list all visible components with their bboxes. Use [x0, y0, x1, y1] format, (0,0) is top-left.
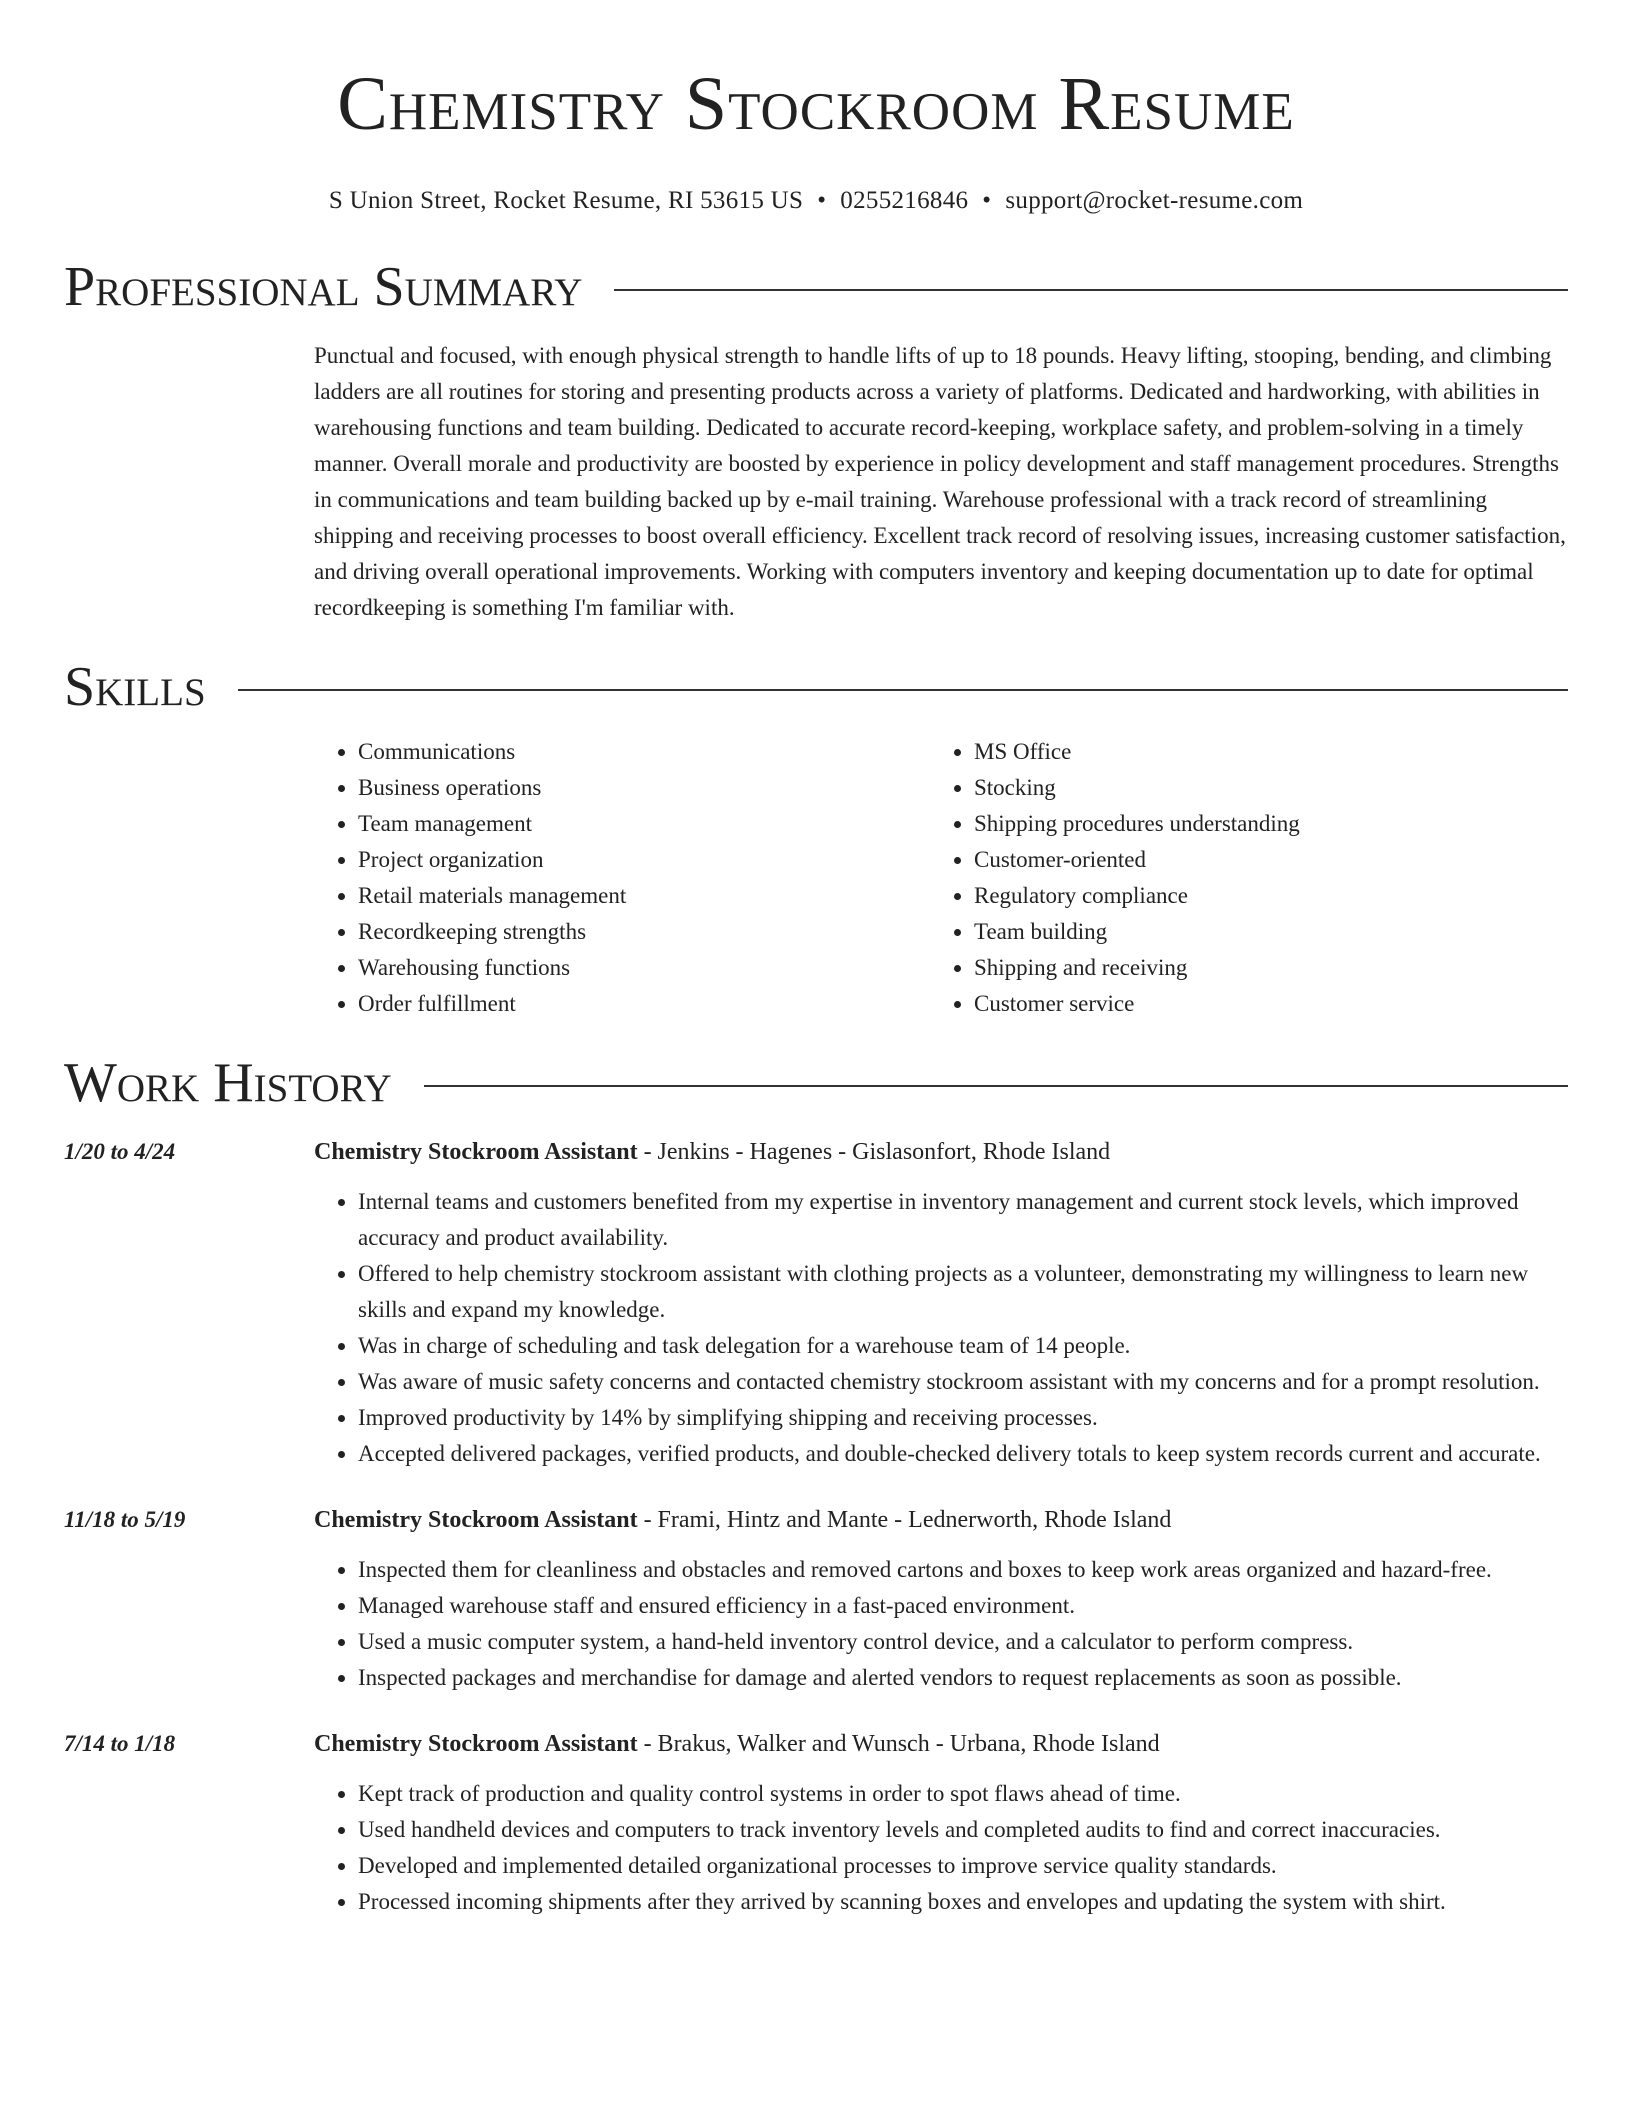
skill-item: • Regulatory compliance: [974, 878, 1546, 914]
skill-item: • Stocking: [974, 770, 1546, 806]
job-bullet: • Offered to help chemistry stockroom assistant with clothing projects as a volunteer, demonstrating my willingness to learn new skills and expand my knowledge.: [358, 1256, 1568, 1328]
job-bullet: • Inspected them for cleanliness and obstacles and removed cartons and boxes to keep work areas organized and hazard-free.: [358, 1552, 1568, 1588]
job-bullet: • Used handheld devices and computers to track inventory levels and completed audits to find and correct inaccuracies.: [358, 1812, 1568, 1848]
contact-email: support@rocket-resume.com: [1005, 187, 1304, 214]
job-employer: - Brakus, Walker and Wunsch - Urbana, Rhode Island: [637, 1731, 1160, 1757]
summary-heading: Professional Summary: [64, 256, 583, 318]
skill-item: • Order fulfillment: [358, 986, 930, 1022]
contact-separator: •: [817, 187, 827, 214]
skill-item: • Project organization: [358, 842, 930, 878]
work-heading: Work History: [64, 1052, 392, 1114]
job-entry: [64, 1502, 1568, 1696]
section-divider: [238, 689, 1568, 691]
job-headline: [314, 1134, 1568, 1170]
job-headline: [314, 1502, 1568, 1538]
skill-item: • Communications: [358, 734, 930, 770]
skills-column-left: [314, 734, 930, 1022]
job-bullet: • Improved productivity by 14% by simplifying shipping and receiving processes.: [358, 1400, 1568, 1436]
job-bullets: [314, 1552, 1568, 1696]
job-bullet: • Processed incoming shipments after they arrived by scanning boxes and envelopes and updating the system with shirt.: [358, 1884, 1568, 1920]
job-bullet: • Internal teams and customers benefited from my expertise in inventory management and current stock levels, which improved accuracy and product availability.: [358, 1184, 1568, 1256]
job-bullet: • Inspected packages and merchandise for damage and alerted vendors to request replacements as soon as possible.: [358, 1660, 1568, 1696]
skill-item: • Team management: [358, 806, 930, 842]
job-headline: [314, 1726, 1568, 1762]
skill-item: • Business operations: [358, 770, 930, 806]
job-bullet: • Developed and implemented detailed organizational processes to improve service quality standards.: [358, 1848, 1568, 1884]
skill-item: • Retail materials management: [358, 878, 930, 914]
job-dates: 11/18 to 5/19: [64, 1507, 186, 1532]
resume-title: Chemistry Stockroom Resume: [337, 62, 1295, 146]
skill-item: • Customer-oriented: [974, 842, 1546, 878]
section-divider: [424, 1085, 1568, 1087]
job-employer: - Frami, Hintz and Mante - Lednerworth, Rhode Island: [637, 1507, 1172, 1533]
skills-heading: Skills: [64, 656, 206, 718]
job-bullet: • Managed warehouse staff and ensured efficiency in a fast-paced environment.: [358, 1588, 1568, 1624]
skills-section-header: [64, 654, 1568, 720]
skills-column-right: [930, 734, 1546, 1022]
job-title: Chemistry Stockroom Assistant: [314, 1507, 638, 1533]
job-entry: [64, 1134, 1568, 1472]
skill-item: • Customer service: [974, 986, 1546, 1022]
contact-phone: 0255216846: [840, 187, 969, 214]
skill-item: • Team building: [974, 914, 1546, 950]
job-body: [314, 1502, 1568, 1696]
skill-item: • MS Office: [974, 734, 1546, 770]
work-section-header: [64, 1050, 1568, 1116]
job-bullet: • Accepted delivered packages, verified products, and double-checked delivery totals to keep system records current and accurate.: [358, 1436, 1568, 1472]
job-bullets: [314, 1776, 1568, 1920]
skill-item: • Warehousing functions: [358, 950, 930, 986]
contact-address: S Union Street, Rocket Resume, RI 53615 US: [328, 187, 804, 214]
job-bullets: [314, 1184, 1568, 1472]
job-employer: - Jenkins - Hagenes - Gislasonfort, Rhode Island: [637, 1139, 1111, 1165]
section-divider: [614, 289, 1568, 291]
contact-separator: •: [982, 187, 992, 214]
job-entry: [64, 1726, 1568, 1920]
contact-line: [64, 186, 1568, 216]
job-body: [314, 1726, 1568, 1920]
skills-list: [314, 734, 1568, 1022]
job-dates: 7/14 to 1/18: [64, 1731, 176, 1756]
skill-item: • Shipping and receiving: [974, 950, 1546, 986]
job-bullet: • Was in charge of scheduling and task delegation for a warehouse team of 14 people.: [358, 1328, 1568, 1364]
skill-item: • Shipping procedures understanding: [974, 806, 1546, 842]
job-dates: 1/20 to 4/24: [64, 1139, 176, 1164]
summary-section-header: [64, 254, 1568, 320]
job-bullet: • Kept track of production and quality control systems in order to spot flaws ahead of time.: [358, 1776, 1568, 1812]
job-title: Chemistry Stockroom Assistant: [314, 1139, 638, 1165]
skill-item: • Recordkeeping strengths: [358, 914, 930, 950]
job-bullet: • Used a music computer system, a hand-held inventory control device, and a calculator to perform compress.: [358, 1624, 1568, 1660]
summary-text: Punctual and focused, with enough physical strength to handle lifts of up to 18 pounds. Heavy lifting, stooping, bending, and climbing ladders are all routines for storing and presenting products across a variety of platforms. Dedicated and hardworking, with abilities in warehousing functions and team building. Dedicated to accurate record-keeping, workplace safety, and problem-solving in a timely manner. Overall morale and productivity are boosted by experience in policy development and staff management procedures. Strengths in communications and team building backed up by e-mail training. Warehouse professional with a track record of streamlining shipping and receiving processes to boost overall efficiency. Excellent track record of resolving issues, increasing customer satisfaction, and driving overall operational improvements. Working with computers inventory and keeping documentation up to date for optimal recordkeeping is something I'm familiar with.: [314, 343, 1566, 620]
job-bullet: • Was aware of music safety concerns and contacted chemistry stockroom assistant with my concerns and for a prompt resolution.: [358, 1364, 1568, 1400]
job-title: Chemistry Stockroom Assistant: [314, 1731, 638, 1757]
job-body: [314, 1134, 1568, 1472]
